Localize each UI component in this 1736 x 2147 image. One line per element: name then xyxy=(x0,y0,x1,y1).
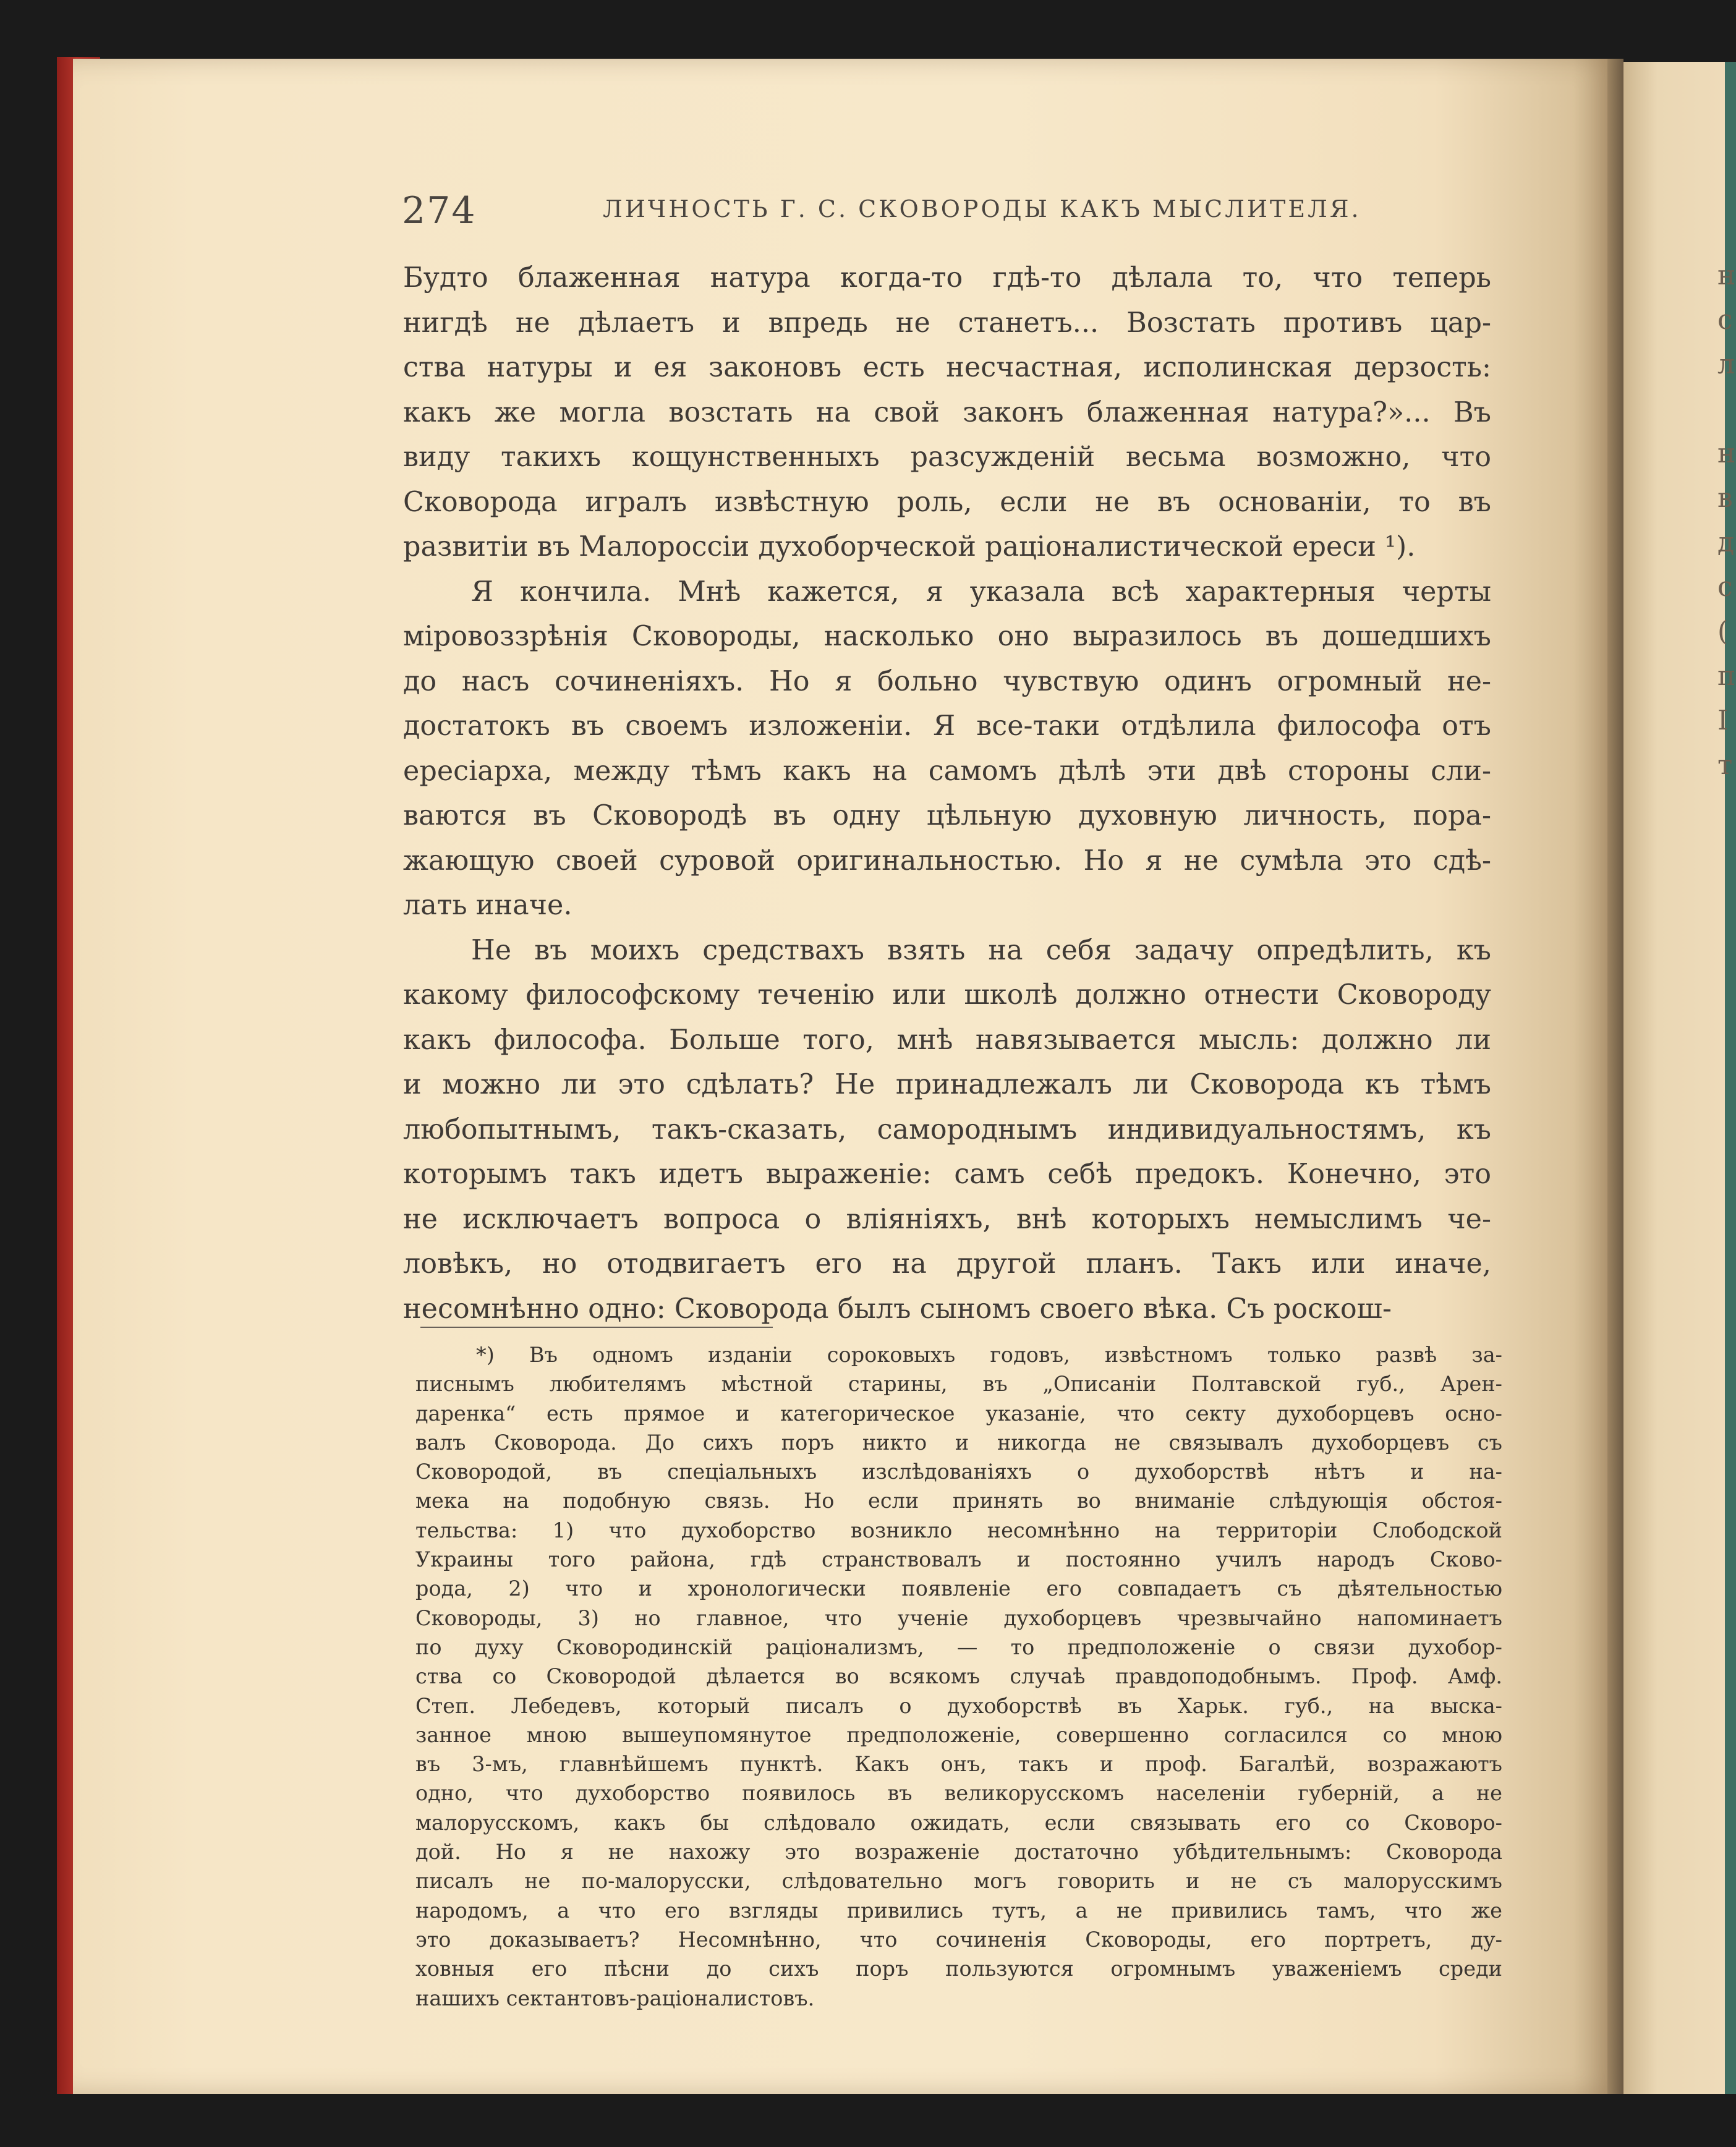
text-line: нигдѣ не дѣлаетъ и впредь не станетъ... Возстать противъ цар- xyxy=(403,307,1491,339)
text-line: развитіи въ Малороссіи духоборческой раціоналистической ереси ¹). xyxy=(403,531,1416,563)
footnote-line: малорусскомъ, какъ бы слѣдовало ожидать, если связывать его со Сковоро- xyxy=(415,1810,1502,1835)
right-page-fragment: с xyxy=(1717,304,1733,336)
footnote-line: Украины того района, гдѣ странствовалъ и постоянно училъ народъ Сково- xyxy=(415,1547,1502,1572)
footnote-line: ховныя его пѣсни до сихъ поръ пользуются огромнымъ уваженіемъ среди xyxy=(415,1957,1502,1981)
right-page-fragment: н xyxy=(1717,260,1736,291)
footnote-rule xyxy=(420,1327,773,1328)
footnote-line: по духу Сковородинскій раціонализмъ, — то предположеніе о связи духобор- xyxy=(415,1635,1502,1659)
footnote-line: народомъ, а что его взгляды привились тутъ, а не привились тамъ, что же xyxy=(415,1898,1502,1923)
text-line: жающую своей суровой оригинальностью. Но я не сумѣла это сдѣ- xyxy=(403,844,1491,877)
text-line: какъ философа. Больше того, мнѣ навязывается мысль: должно ли xyxy=(403,1024,1491,1056)
page-number: 274 xyxy=(402,189,477,232)
footnote-line: занное мною вышеупомянутое предположеніе, совершенно согласился со мною xyxy=(415,1722,1502,1747)
text-line: достатокъ въ своемъ изложеніи. Я все-таки отдѣлила философа отъ xyxy=(403,710,1491,742)
footnote-line: тельства: 1) что духоборство возникло несомнѣнно на территоріи Слободской xyxy=(415,1518,1502,1542)
text-line: ересіарха, между тѣмъ какъ на самомъ дѣлѣ эти двѣ стороны сли- xyxy=(403,755,1491,787)
footnote-line: это доказываетъ? Несомнѣнно, что сочиненія Сковороды, его портретъ, ду- xyxy=(415,1927,1502,1952)
footnote-line: валъ Сковорода. До сихъ поръ никто и никогда не связывалъ духоборцевъ съ xyxy=(415,1430,1502,1455)
right-page-fragment: п xyxy=(1717,660,1736,692)
right-page-fragment: ( xyxy=(1717,616,1729,647)
footnote-line: нашихъ сектантовъ-раціоналистовъ. xyxy=(415,1986,815,2010)
text-line: не исключаетъ вопроса о вліяніяхъ, внѣ которыхъ немыслимъ че- xyxy=(403,1203,1491,1235)
text-line: Я кончила. Мнѣ кажется, я указала всѣ характерныя черты xyxy=(471,576,1491,608)
book-gutter xyxy=(1607,59,1623,2094)
right-page-text-fragments xyxy=(1717,253,1736,788)
text-line: любопытнымъ, такъ-сказать, самороднымъ индивидуальностямъ, къ xyxy=(403,1113,1491,1146)
right-page-fragment: л xyxy=(1717,349,1735,380)
text-line: ваются въ Сковородѣ въ одну цѣльную духовную личность, пора- xyxy=(403,800,1491,831)
right-page-fragment: т xyxy=(1717,749,1733,781)
text-line: виду такихъ кощунственныхъ разсужденій весьма возможно, что xyxy=(403,441,1491,473)
text-line: Не въ моихъ средствахъ взять на себя задачу опредѣлить, къ xyxy=(471,934,1491,966)
footnote-line: Сковороды, 3) но главное, что ученіе духоборцевъ чрезвычайно напоминаетъ xyxy=(415,1605,1502,1630)
text-line: и можно ли это сдѣлать? Не принадлежалъ ли Сковорода къ тѣмъ xyxy=(403,1069,1491,1100)
text-line: которымъ такъ идетъ выраженіе: самъ себѣ предокъ. Конечно, это xyxy=(403,1159,1491,1190)
text-line: міровоззрѣнія Сковороды, насколько оно выразилось въ дошедшихъ xyxy=(403,621,1491,652)
footnote-line: одно, что духоборство появилось въ великорусскомъ населеніи губерній, а не xyxy=(415,1781,1502,1806)
right-page-fragment: І xyxy=(1717,705,1729,736)
right-page-fragment: н xyxy=(1717,438,1736,469)
footnote-line: ства со Сковородой дѣлается во всякомъ случаѣ правдоподобнымъ. Проф. Амф. xyxy=(415,1664,1502,1689)
page-header xyxy=(402,185,1515,235)
text-line: лать иначе. xyxy=(403,890,572,921)
main-text-body xyxy=(403,256,1491,1332)
footnote-line: Сковородой, въ спеціальныхъ изслѣдованіяхъ о духоборствѣ нѣтъ и на- xyxy=(415,1460,1502,1484)
text-line: ства натуры и ея законовъ есть несчастная, исполинская дерзость: xyxy=(403,352,1491,383)
footnote-line: писнымъ любителямъ мѣстной старины, въ „Описаніи Полтавской губ., Арен- xyxy=(415,1372,1502,1397)
right-page-fragment xyxy=(1717,387,1736,432)
footnote-line: *) Въ одномъ изданіи сороковыхъ годовъ, извѣстномъ только развѣ за- xyxy=(476,1343,1502,1367)
text-line: несомнѣнно одно: Сковорода былъ сыномъ своего вѣка. Съ роскош- xyxy=(403,1293,1392,1325)
right-page-fragment: с xyxy=(1717,571,1733,603)
right-page-fragment: в xyxy=(1717,482,1733,514)
footnote-line: мека на подобную связь. Но если принять во вниманіе слѣдующія обстоя- xyxy=(415,1489,1502,1513)
footnote-line: дой. Но я не нахожу это возраженіе достаточно убѣдительнымъ: Сковорода xyxy=(415,1840,1502,1864)
text-line: ловѣкъ, но отодвигаетъ его на другой планъ. Такъ или иначе, xyxy=(403,1248,1491,1280)
footnote-line: даренка“ есть прямое и категорическое указаніе, что секту духоборцевъ осно- xyxy=(415,1401,1502,1426)
footnote xyxy=(415,1340,1502,2013)
text-line: Будто блаженная натура когда-то гдѣ-то дѣлала то, что теперь xyxy=(403,262,1491,294)
footnote-line: рода, 2) что и хронологически появленіе его совпадаетъ съ дѣятельностью xyxy=(415,1576,1502,1601)
text-line: Сковорода игралъ извѣстную роль, если не въ основаніи, то въ xyxy=(403,486,1491,518)
footnote-line: Степ. Лебедевъ, который писалъ о духоборствѣ въ Харьк. губ., на выска- xyxy=(415,1693,1502,1718)
text-line: какому философскому теченію или школѣ должно отнести Сковороду xyxy=(403,979,1491,1011)
text-line: какъ же могла возстать на свой законъ блаженная натура?»... Въ xyxy=(403,396,1491,428)
footnote-line: въ 3-мъ, главнѣйшемъ пунктѣ. Какъ онъ, такъ и проф. Багалѣй, возражаютъ xyxy=(415,1752,1502,1777)
text-line: до насъ сочиненіяхъ. Но я больно чувствую одинъ огромный не- xyxy=(403,665,1491,697)
footnote-line: писалъ не по-малорусски, слѣдовательно могъ говорить и не съ малорусскимъ xyxy=(415,1869,1502,1894)
right-page-fragment: д xyxy=(1717,527,1735,558)
running-head: ЛИЧНОСТЬ Г. С. СКОВОРОДЫ КАКЪ МЫСЛИТЕЛЯ. xyxy=(603,195,1361,223)
